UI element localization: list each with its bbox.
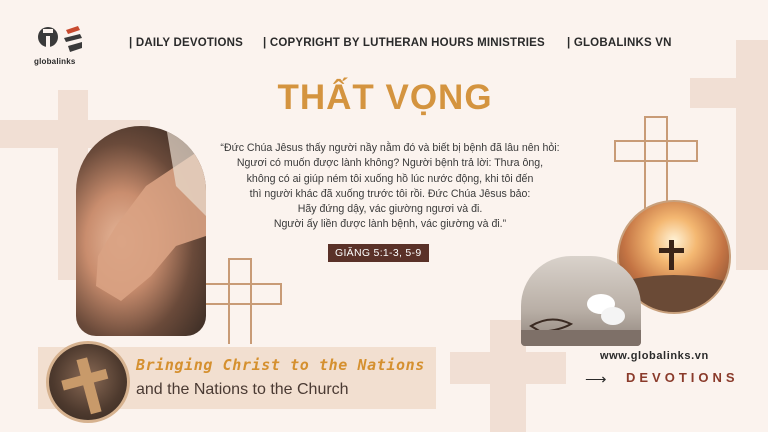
quote-line: không có ai giúp ném tôi xuống hồ lúc nước động, khi tôi đến <box>246 172 534 185</box>
bg-cross-bottom-horizontal <box>450 352 566 384</box>
arrow-right-icon: ⟶ <box>585 371 607 388</box>
globalinks-logo[interactable] <box>34 24 104 66</box>
quote-line: Ngươi có muốn được lành không? Người bệnh trả lời: Thưa ông, <box>236 157 544 170</box>
nav-globalinks-vn[interactable]: | GLOBALINKS VN <box>567 37 672 49</box>
bg-cross-right-vertical <box>736 40 768 270</box>
devotions-label[interactable]: DEVOTIONS <box>626 370 739 385</box>
quote-line: thì người khác đã xuống trước tôi rồi. Đức Chúa Jêsus bảo: <box>249 187 531 200</box>
page-title: THẤT VỌNG <box>277 78 493 117</box>
scripture-quote <box>180 141 600 233</box>
quote-line: “Đức Chúa Jêsus thấy người nầy nằm đó và biết bị bệnh đã lâu nên hỏi: <box>220 142 560 154</box>
logo-text: globalinks <box>34 57 76 66</box>
wooden-cross-image <box>46 341 130 423</box>
nav-copyright[interactable]: | COPYRIGHT BY LUTHERAN HOURS MINISTRIES <box>263 37 545 49</box>
banner-line-1: Bringing Christ to the Nations <box>136 356 425 374</box>
quote-line: Người ấy liền được lành bệnh, vác giường và đi.” <box>273 218 507 231</box>
hand-image <box>76 126 206 336</box>
nav-daily-devotions[interactable]: | DAILY DEVOTIONS <box>129 37 243 49</box>
bg-cross-right-horizontal <box>690 78 768 108</box>
scripture-reference: GIĂNG 5:1-3, 5-9 <box>328 244 429 262</box>
website-link[interactable]: www.globalinks.vn <box>600 350 709 362</box>
logo-icon <box>34 24 104 58</box>
quote-line: Hãy đứng dậy, vác giường ngươi và đi. <box>297 203 483 216</box>
banner-line-2: and the Nations to the Church <box>136 381 349 398</box>
lily-thorns-image <box>521 256 641 346</box>
